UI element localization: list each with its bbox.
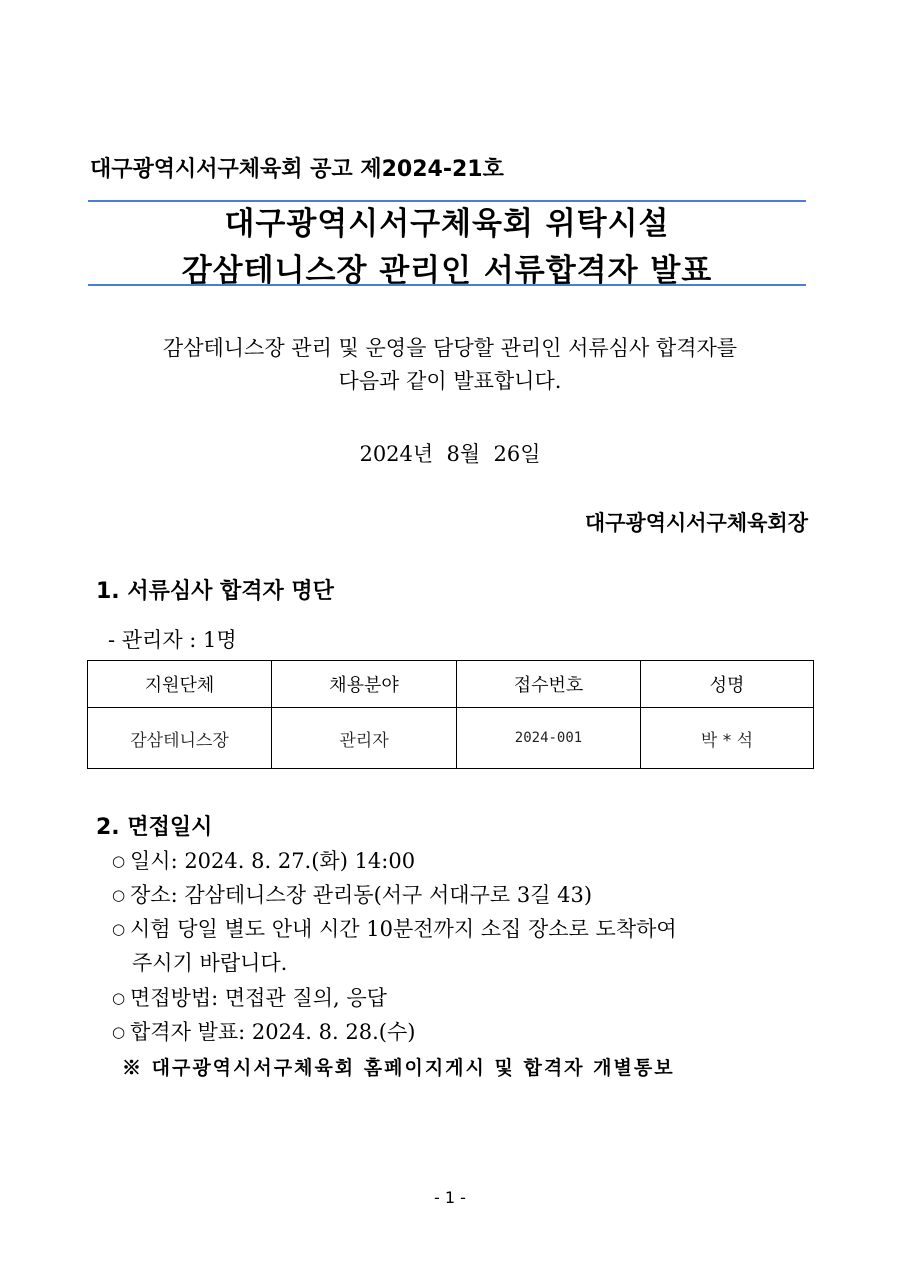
table-cell-organization: 감삼테니스장 — [88, 708, 272, 769]
list-item-text: 시험 당일 별도 안내 시간 10분전까지 소집 장소로 도착하여 — [130, 917, 677, 941]
list-item — [112, 913, 677, 943]
table-header-cell: 채용분야 — [272, 661, 457, 708]
table-header-cell: 성명 — [641, 661, 814, 708]
list-item-text: 장소: 감삼테니스장 관리동(서구 서대구로 3길 43) — [130, 883, 593, 907]
list-item — [112, 879, 592, 909]
issuer-name: 대구광역시서구체육회장 — [584, 510, 808, 535]
list-item-text: 면접방법: 면접관 질의, 응답 — [130, 986, 387, 1010]
page-number: - 1 - — [434, 1188, 466, 1207]
table-cell-name: 박 * 석 — [641, 708, 814, 769]
table-row — [88, 708, 814, 769]
list-item — [112, 982, 387, 1012]
table-cell-field: 관리자 — [272, 708, 457, 769]
section-1-subitem: - 관리자 : 1명 — [108, 628, 237, 652]
table-header-cell: 지원단체 — [88, 661, 272, 708]
section-2-heading: 2. 면접일시 — [96, 815, 213, 840]
announcement-date: 2024년 8월 26일 — [359, 442, 541, 466]
list-item-text: 합격자 발표: 2024. 8. 28.(수) — [130, 1020, 416, 1044]
intro-line-1: 감삼테니스장 관리 및 운영을 담당할 관리인 서류심사 합격자를 — [162, 336, 738, 360]
bullet-circle-icon: ○ — [112, 852, 126, 870]
list-item-continuation: 주시기 바랍니다. — [132, 951, 288, 975]
table-header-cell: 접수번호 — [457, 661, 641, 708]
applicant-table — [87, 660, 814, 769]
title-line-1: 대구광역시서구체육회 위탁시설 — [224, 206, 670, 242]
list-item — [112, 1016, 415, 1046]
list-item-text: 일시: 2024. 8. 27.(화) 14:00 — [130, 849, 416, 873]
intro-line-2: 다음과 같이 발표합니다. — [338, 369, 562, 393]
title-line-2: 감삼테니스장 관리인 서류합격자 발표 — [181, 253, 713, 289]
bullet-circle-icon: ○ — [112, 989, 126, 1007]
notice-note: ※ 대구광역시서구체육회 홈페이지게시 및 합격자 개별통보 — [122, 1057, 675, 1079]
title-bottom-rule — [88, 284, 806, 286]
table-cell-receipt-number: 2024-001 — [457, 708, 641, 769]
section-1-heading: 1. 서류심사 합격자 명단 — [96, 579, 334, 604]
notice-number: 대구광역시서구체육회 공고 제2024-21호 — [90, 157, 504, 182]
bullet-circle-icon: ○ — [112, 886, 126, 904]
list-item — [112, 845, 415, 875]
table-header-row — [88, 661, 814, 708]
bullet-circle-icon: ○ — [112, 920, 126, 938]
bullet-circle-icon: ○ — [112, 1023, 126, 1041]
